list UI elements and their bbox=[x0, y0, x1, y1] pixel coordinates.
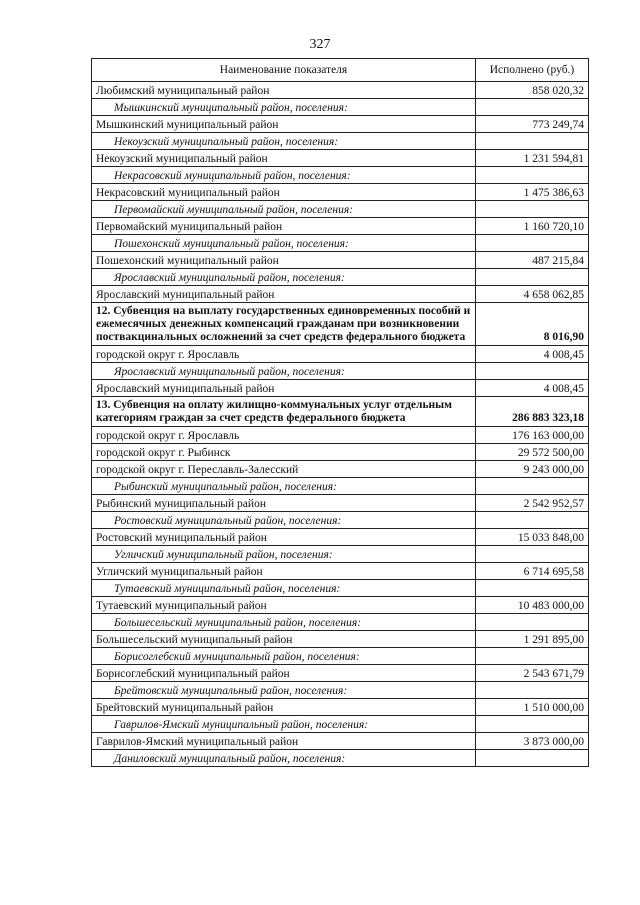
row-value bbox=[476, 363, 589, 380]
row-value: 2 542 952,57 bbox=[476, 495, 589, 512]
row-name: Ростовский муниципальный район, поселения: bbox=[92, 512, 476, 529]
row-value bbox=[476, 716, 589, 733]
row-value: 1 160 720,10 bbox=[476, 218, 589, 235]
row-name: Пошехонский муниципальный район, поселения: bbox=[92, 235, 476, 252]
row-name: Ярославский муниципальный район, поселения: bbox=[92, 363, 476, 380]
row-name: Мышкинский муниципальный район, поселения: bbox=[92, 99, 476, 116]
table-row bbox=[92, 495, 589, 512]
table-row bbox=[92, 380, 589, 397]
subheading-row bbox=[92, 614, 589, 631]
row-value: 1 510 000,00 bbox=[476, 699, 589, 716]
row-value: 2 543 671,79 bbox=[476, 665, 589, 682]
table-row bbox=[92, 218, 589, 235]
table-row bbox=[92, 444, 589, 461]
row-name: Ярославский муниципальный район bbox=[92, 286, 476, 303]
row-name: городской округ г. Ярославль bbox=[92, 427, 476, 444]
row-name: Угличский муниципальный район, поселения: bbox=[92, 546, 476, 563]
row-name: Пошехонский муниципальный район bbox=[92, 252, 476, 269]
row-value bbox=[476, 167, 589, 184]
row-value: 3 873 000,00 bbox=[476, 733, 589, 750]
row-value: 1 231 594,81 bbox=[476, 150, 589, 167]
row-name: Рыбинский муниципальный район, поселения: bbox=[92, 478, 476, 495]
table-row bbox=[92, 286, 589, 303]
row-name: Ярославский муниципальный район, поселения: bbox=[92, 269, 476, 286]
row-name: Ярославский муниципальный район bbox=[92, 380, 476, 397]
row-value bbox=[476, 235, 589, 252]
budget-table bbox=[91, 58, 589, 767]
row-value: 9 243 000,00 bbox=[476, 461, 589, 478]
subheading-row bbox=[92, 546, 589, 563]
table-row bbox=[92, 665, 589, 682]
row-value bbox=[476, 614, 589, 631]
row-value: 8 016,90 bbox=[476, 303, 589, 346]
row-value: 15 033 848,00 bbox=[476, 529, 589, 546]
row-name: городской округ г. Рыбинск bbox=[92, 444, 476, 461]
row-value bbox=[476, 682, 589, 699]
subheading-row bbox=[92, 478, 589, 495]
row-name: Некрасовский муниципальный район bbox=[92, 184, 476, 201]
table-row bbox=[92, 184, 589, 201]
subheading-row bbox=[92, 363, 589, 380]
table-row bbox=[92, 150, 589, 167]
table-row bbox=[92, 346, 589, 363]
row-name: Большесельский муниципальный район, поселения: bbox=[92, 614, 476, 631]
table-row bbox=[92, 82, 589, 99]
row-value bbox=[476, 201, 589, 218]
row-name: Ростовский муниципальный район bbox=[92, 529, 476, 546]
column-header-name: Наименование показателя bbox=[92, 59, 476, 82]
subheading-row bbox=[92, 716, 589, 733]
row-value: 10 483 000,00 bbox=[476, 597, 589, 614]
row-value: 29 572 500,00 bbox=[476, 444, 589, 461]
table-row bbox=[92, 699, 589, 716]
subheading-row bbox=[92, 201, 589, 218]
row-value bbox=[476, 269, 589, 286]
row-name: городской округ г. Ярославль bbox=[92, 346, 476, 363]
row-name: Даниловский муниципальный район, поселения: bbox=[92, 750, 476, 767]
row-name: Первомайский муниципальный район, поселения: bbox=[92, 201, 476, 218]
subheading-row bbox=[92, 167, 589, 184]
row-value: 176 163 000,00 bbox=[476, 427, 589, 444]
row-name: Тутаевский муниципальный район, поселения: bbox=[92, 580, 476, 597]
row-value: 487 215,84 bbox=[476, 252, 589, 269]
row-name: Первомайский муниципальный район bbox=[92, 218, 476, 235]
subheading-row bbox=[92, 682, 589, 699]
column-header-value: Исполнено (руб.) bbox=[476, 59, 589, 82]
row-value bbox=[476, 580, 589, 597]
table-row bbox=[92, 529, 589, 546]
subheading-row bbox=[92, 269, 589, 286]
row-name: Любимский муниципальный район bbox=[92, 82, 476, 99]
row-name: Некоузский муниципальный район bbox=[92, 150, 476, 167]
row-name: Борисоглебский муниципальный район bbox=[92, 665, 476, 682]
row-value: 286 883 323,18 bbox=[476, 397, 589, 427]
row-name: Брейтовский муниципальный район, поселения: bbox=[92, 682, 476, 699]
row-value: 858 020,32 bbox=[476, 82, 589, 99]
table-row bbox=[92, 733, 589, 750]
row-value bbox=[476, 750, 589, 767]
table-row bbox=[92, 461, 589, 478]
row-name: Гаврилов-Ямский муниципальный район, поселения: bbox=[92, 716, 476, 733]
table-header-row bbox=[92, 59, 589, 82]
row-value: 4 008,45 bbox=[476, 380, 589, 397]
row-value: 1 475 386,63 bbox=[476, 184, 589, 201]
section-header-row bbox=[92, 397, 589, 427]
row-value bbox=[476, 99, 589, 116]
row-value: 1 291 895,00 bbox=[476, 631, 589, 648]
row-name: Брейтовский муниципальный район bbox=[92, 699, 476, 716]
table-row bbox=[92, 252, 589, 269]
subheading-row bbox=[92, 580, 589, 597]
page-number: 327 bbox=[309, 37, 331, 52]
row-value: 4 658 062,85 bbox=[476, 286, 589, 303]
table-row bbox=[92, 631, 589, 648]
row-value: 6 714 695,58 bbox=[476, 563, 589, 580]
row-name: Тутаевский муниципальный район bbox=[92, 597, 476, 614]
row-name: Борисоглебский муниципальный район, поселения: bbox=[92, 648, 476, 665]
subheading-row bbox=[92, 512, 589, 529]
table-row bbox=[92, 116, 589, 133]
row-name: Гаврилов-Ямский муниципальный район bbox=[92, 733, 476, 750]
table-row bbox=[92, 597, 589, 614]
row-name: 12. Субвенция на выплату государственных единовременных пособий и ежемесячных денежных компенсаций гражданам при возникновении поствакцинальных осложнений за счет средств федерального бюджета bbox=[92, 303, 476, 346]
subheading-row bbox=[92, 133, 589, 150]
row-name: городской округ г. Переславль-Залесский bbox=[92, 461, 476, 478]
table-row bbox=[92, 563, 589, 580]
subheading-row bbox=[92, 99, 589, 116]
row-name: 13. Субвенция на оплату жилищно-коммунальных услуг отдельным категориям граждан за счет средств федерального бюджета bbox=[92, 397, 476, 427]
section-header-row bbox=[92, 303, 589, 346]
subheading-row bbox=[92, 648, 589, 665]
row-name: Мышкинский муниципальный район bbox=[92, 116, 476, 133]
row-value bbox=[476, 546, 589, 563]
subheading-row bbox=[92, 235, 589, 252]
row-value: 4 008,45 bbox=[476, 346, 589, 363]
table-row bbox=[92, 427, 589, 444]
row-value bbox=[476, 648, 589, 665]
table-body bbox=[92, 82, 589, 767]
subheading-row bbox=[92, 750, 589, 767]
row-name: Некрасовский муниципальный район, поселения: bbox=[92, 167, 476, 184]
row-name: Рыбинский муниципальный район bbox=[92, 495, 476, 512]
row-name: Некоузский муниципальный район, поселения: bbox=[92, 133, 476, 150]
row-value bbox=[476, 133, 589, 150]
row-value: 773 249,74 bbox=[476, 116, 589, 133]
row-value bbox=[476, 478, 589, 495]
row-name: Угличский муниципальный район bbox=[92, 563, 476, 580]
row-name: Большесельский муниципальный район bbox=[92, 631, 476, 648]
row-value bbox=[476, 512, 589, 529]
